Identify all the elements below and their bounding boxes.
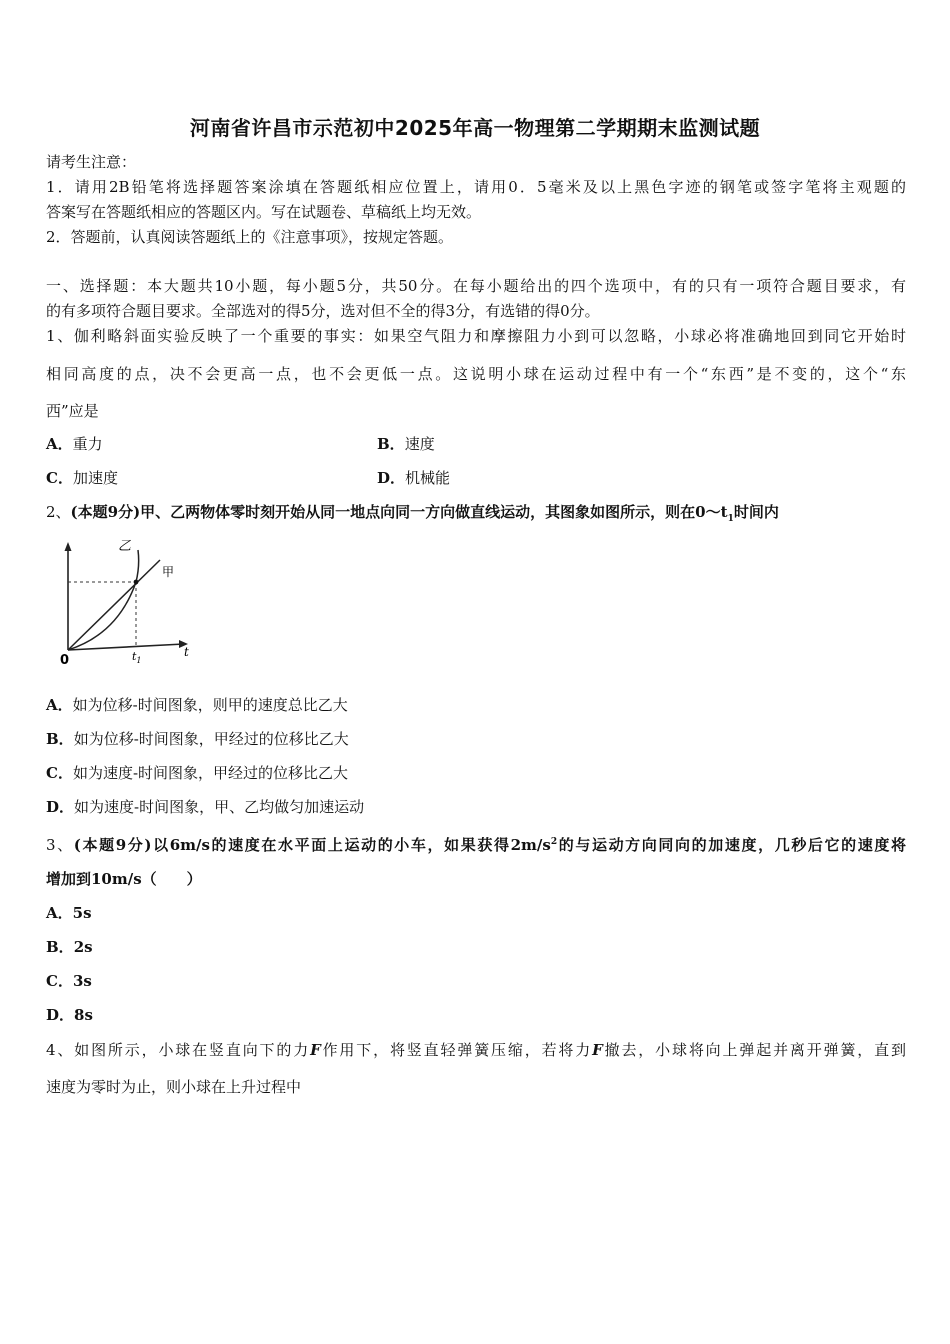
q4-stem-line-2: 速度为零时为止，则小球在上升过程中	[46, 1078, 302, 1096]
q3-option-d-key: D．	[46, 1006, 75, 1024]
q2-option-c-key: C．	[46, 764, 73, 782]
q1-option-c-key: C．	[46, 469, 73, 487]
q2-option-d	[46, 797, 364, 817]
q1-option-b-key: B．	[377, 435, 405, 453]
q2-stem-text: (本题9分)甲、乙两物体零时刻开始从同一地点向同一方向做直线运动，其图象如图所示，则在0～t	[70, 503, 728, 521]
q3-prefix: 3、	[46, 836, 74, 854]
notice-item-1-line-1: 1．请用2B铅笔将选择题答案涂填在答题纸相应位置上，请用0．5毫米及以上黑色字迹的钢笔或签字笔将主观题的	[46, 178, 906, 196]
q3-stem-superscript: 2	[550, 837, 558, 847]
q3-option-d-text: 8s	[74, 1006, 93, 1024]
section-1-line-2: 的有多项符合题目要求。全部选对的得5分，选对但不全的得3分，有选错的得0分。	[46, 302, 600, 320]
q4-stem-line-1	[46, 1040, 906, 1060]
graph-label-origin: 0	[60, 653, 70, 668]
q2-prefix: 2、	[46, 503, 71, 521]
q1-option-a	[46, 434, 103, 454]
q2-option-a-text: 如为位移-时间图象，则甲的速度总比乙大	[72, 696, 348, 714]
q3-stem-b: 的与运动方向同向的加速度，几秒后它的速度将	[557, 836, 906, 854]
graph-label-t1-sub: 1	[136, 656, 142, 665]
q2-stem	[46, 502, 906, 529]
q3-option-d	[46, 1005, 93, 1025]
q3-stem-line-2: 增加到10m/s（ ）	[46, 870, 202, 888]
q3-stem-a: (本题9分)以6m/s的速度在水平面上运动的小车，如果获得2m/s	[73, 836, 551, 854]
q1-option-b-text: 速度	[404, 435, 435, 453]
q3-option-b	[46, 937, 93, 957]
graph-label-yi: 乙	[118, 539, 132, 554]
q1-option-a-key: A．	[46, 435, 73, 453]
graph-intersection-point	[134, 580, 139, 585]
q3-option-b-text: 2s	[73, 938, 93, 956]
graph-label-t1-main: t	[132, 650, 137, 663]
q1-line-3: 西”应是	[46, 402, 99, 420]
notice-item-2: 2．答题前，认真阅读答题纸上的《注意事项》，按规定答题。	[46, 228, 454, 246]
q2-option-c	[46, 763, 348, 783]
q3-option-b-key: B．	[46, 938, 74, 956]
q2-option-c-text: 如为速度-时间图象，甲经过的位移比乙大	[72, 764, 349, 782]
q1-option-b	[377, 434, 435, 454]
q3-option-c	[46, 971, 92, 991]
q2-option-b-key: B．	[46, 730, 74, 748]
page-title: 河南省许昌市示范初中2025年高一物理第二学期期末监测试题	[189, 116, 761, 140]
q3-option-a-key: A．	[46, 904, 73, 922]
q3-option-c-key: C．	[46, 972, 73, 990]
graph-line-jia	[68, 560, 160, 650]
q4-stem-c: 撤去，小球将向上弹起并离开弹簧，直到	[602, 1041, 906, 1059]
q1-line-1: 1、伽利略斜面实验反映了一个重要的事实：如果空气阻力和摩擦阻力小到可以忽略，小球必将准确地回到同它开始时	[46, 327, 906, 345]
q1-line-2: 相同高度的点，决不会更高一点，也不会更低一点。这说明小球在运动过程中有一个“东西”是不变的，这个“东	[46, 365, 906, 383]
q2-graph-figure	[56, 536, 196, 670]
q3-option-c-text: 3s	[72, 972, 92, 990]
q2-stem-suffix: 时间内	[733, 503, 779, 521]
q2-option-b	[46, 729, 349, 749]
q1-option-d-key: D．	[377, 469, 406, 487]
q4-stem-a: 4、如图所示，小球在竖直向下的力	[46, 1041, 311, 1059]
notice-item-1-line-2: 答案写在答题纸相应的答题区内。写在试题卷、草稿纸上均无效。	[46, 203, 482, 221]
q4-force-symbol-1: F	[310, 1041, 321, 1059]
q1-option-d	[377, 468, 450, 488]
q1-option-a-text: 重力	[72, 435, 103, 453]
q4-stem-b: 作用下，将竖直轻弹簧压缩，若将力	[320, 1041, 593, 1059]
notice-heading: 请考生注意：	[46, 153, 137, 171]
q3-option-a	[46, 903, 92, 923]
graph-curve-yi	[68, 550, 139, 650]
graph-label-t: t	[184, 645, 189, 659]
q1-option-c	[46, 468, 118, 488]
q1-option-d-text: 机械能	[405, 469, 451, 487]
q2-option-d-text: 如为速度-时间图象，甲、乙均做匀加速运动	[74, 798, 365, 816]
q2-option-b-text: 如为位移-时间图象，甲经过的位移比乙大	[73, 730, 349, 748]
section-1-line-1: 一、选择题：本大题共10小题，每小题5分，共50分。在每小题给出的四个选项中，有的只有一项符合题目要求，有	[46, 277, 906, 295]
graph-label-jia: 甲	[162, 565, 175, 579]
q3-stem-line-1	[46, 832, 906, 855]
graph-y-axis-arrow	[65, 542, 72, 551]
q2-option-a-key: A．	[46, 696, 73, 714]
graph-label-t1	[132, 650, 142, 665]
graph-x-axis	[68, 644, 184, 650]
q2-option-a	[46, 695, 348, 715]
q1-option-c-text: 加速度	[72, 469, 118, 487]
q3-option-a-text: 5s	[72, 904, 92, 922]
q4-force-symbol-2: F	[592, 1041, 603, 1059]
q2-option-d-key: D．	[46, 798, 75, 816]
q2-stem-subscript: 1	[727, 514, 734, 524]
